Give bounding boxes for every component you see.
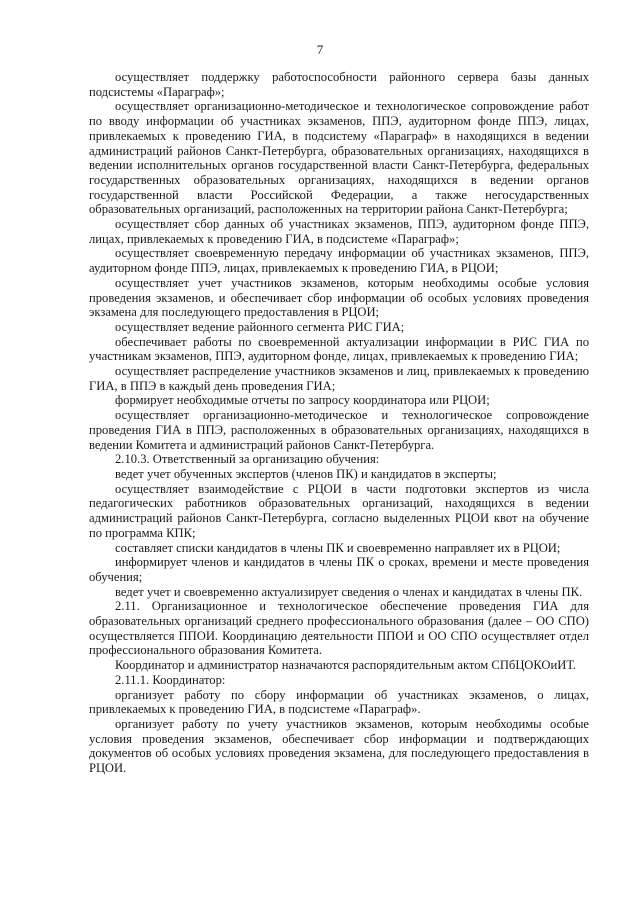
paragraph: ведет учет обученных экспертов (членов ПК) и кандидатов в эксперты;	[115, 466, 497, 481]
paragraph: осуществляет ведение районного сегмента РИС ГИА;	[115, 319, 405, 334]
paragraph: информирует членов и кандидатов в члены ПК о сроках, времени и месте проведения обучения;	[89, 555, 589, 584]
paragraph: ведет учет и своевременно актуализирует сведения о членах и кандидатах в члены ПК.	[115, 584, 583, 599]
paragraph: организует работу по учету участников экзаменов, которым необходимы особые условия проведения экзаменов, обеспечивает сбор информации и подтверждающих документов об особых условиях проведения экзамена, для последующего предоставления в РЦОИ.	[89, 716, 589, 776]
document-body	[89, 70, 589, 776]
paragraph: осуществляет организационно-методическое и технологическое сопровождение проведения ГИА в ППЭ, расположенных в образовательных организациях, находящихся в ведении Комитета и администраций районов Санкт-Петербурга.	[89, 408, 589, 452]
paragraph: составляет списки кандидатов в члены ПК и своевременно направляет их в РЦОИ;	[115, 540, 561, 555]
paragraph: организует работу по сбору информации об участниках экзаменов, о лицах, привлекаемых к проведению ГИА, в подсистеме «Параграф».	[89, 687, 589, 717]
paragraph: Координатор и администратор назначаются распорядительным актом СПбЦОКОиИТ.	[115, 658, 576, 673]
paragraph: осуществляет распределение участников экзаменов и лиц, привлекаемых к проведению ГИА, в ППЭ в каждый день проведения ГИА;	[89, 364, 589, 393]
section-heading: 2.11.1. Координатор:	[115, 672, 226, 687]
paragraph: осуществляет организационно-методическое и технологическое сопровождение работ по вводу информации об участниках экзаменов, ППЭ, аудиторном фонде ППЭ, лицах, привлекаемых к проведению ГИА, в подсистему «Параграф» в находящихся в ведении администраций районов Санкт-Петербурга, образовательных организациях, находящихся в ведении исполнительных органов государственной власти Санкт-Петербурга, федеральных государственных образовательных организациях, находящихся в ведении органов государственной власти Российской Федерации, а также негосударственных образовательных организаций, расположенных на территории района Санкт-Петербурга;	[89, 99, 589, 217]
paragraph: осуществляет своевременную передачу информации об участниках экзаменов, ППЭ, аудиторном фонде ППЭ, лицах, привлекаемых к проведению ГИА, в РЦОИ;	[89, 246, 589, 276]
paragraph: осуществляет поддержку работоспособности районного сервера базы данных подсистемы «Параграф»;	[89, 70, 589, 99]
paragraph: формирует необходимые отчеты по запросу координатора или РЦОИ;	[115, 393, 490, 408]
paragraph: осуществляет сбор данных об участниках экзаменов, ППЭ, аудиторном фонде ППЭ, лицах, привлекаемых к проведению ГИА, в подсистеме «Параграф»;	[89, 217, 589, 246]
section-paragraph: 2.11. Организационное и технологическое обеспечение проведения ГИА для образовательных организаций среднего профессионального образования (далее – ОО СПО) осуществляется ППОИ. Координацию деятельности ППОИ и ОО СПО осуществляет отдел профессионального образования Комитета.	[89, 599, 589, 658]
paragraph: осуществляет учет участников экзаменов, которым необходимы особые условия проведения экзаменов, и обеспечивает сбор информации об особых условиях проведения экзамена для последующего предоставления в РЦОИ;	[89, 275, 589, 320]
section-heading: 2.10.3. Ответственный за организацию обучения:	[115, 452, 380, 467]
page-number: 7	[316, 42, 324, 57]
paragraph: осуществляет взаимодействие с РЦОИ в части подготовки экспертов из числа педагогических работников образовательных организаций, находящихся в ведении администраций районов Санкт-Петербурга, согласно выделенных РЦОИ квот на обучение по программа КПК;	[89, 481, 589, 540]
paragraph: обеспечивает работы по своевременной актуализации информации в РИС ГИА по участникам экзаменов, ППЭ, аудиторном фонде, лицах, привлекаемых к проведению ГИА;	[89, 334, 589, 364]
